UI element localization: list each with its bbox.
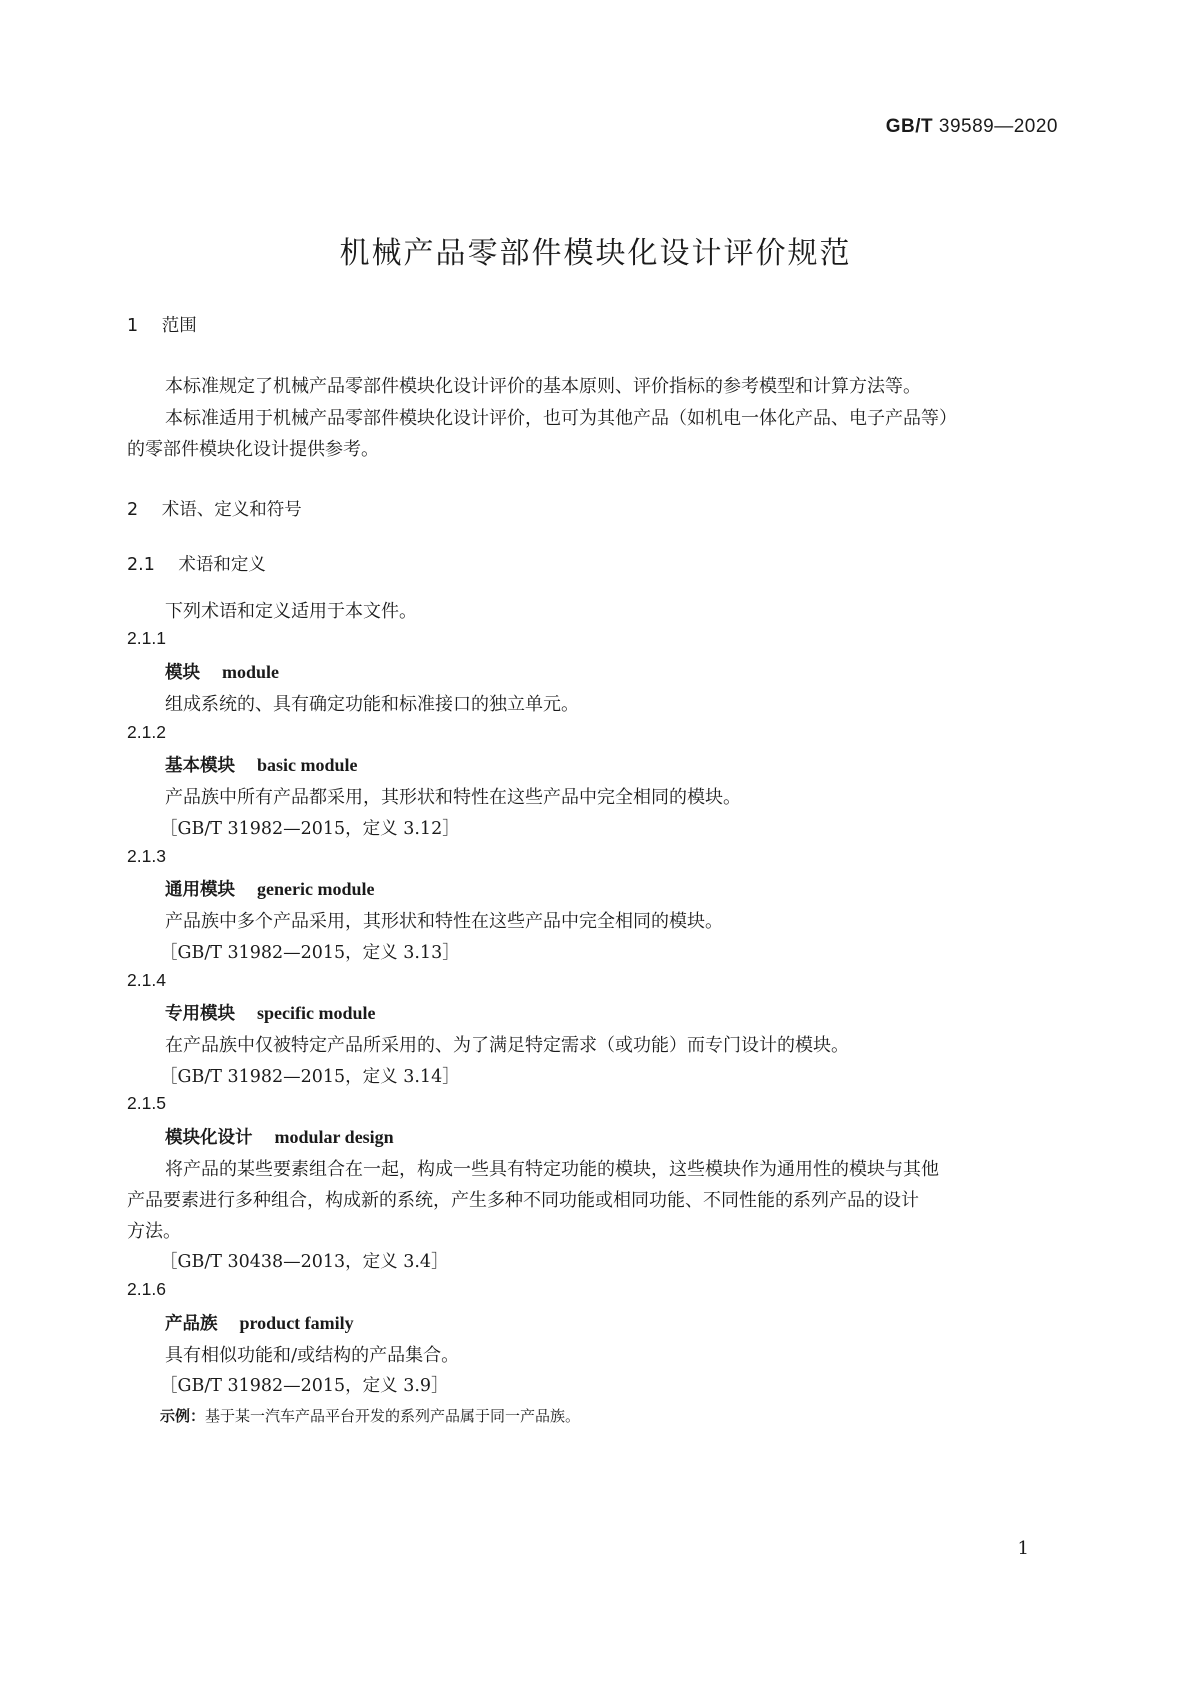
term-number: 2.1.2: [127, 722, 166, 742]
standard-prefix: GB/T: [885, 116, 934, 137]
term-zh: 基本模块: [165, 756, 235, 776]
term-number: 2.1.4: [127, 970, 166, 990]
term-en: modular design: [274, 1127, 394, 1147]
term-heading: [165, 1000, 376, 1025]
standard-code: [886, 116, 1058, 138]
term-source: ［GB/T 31982—2015，定义 3.9］: [160, 1376, 449, 1396]
term-definition: 具有相似功能和/或结构的产品集合。: [165, 1345, 460, 1366]
section-number: 1: [127, 316, 139, 336]
term-definition: 方法。: [127, 1221, 181, 1242]
term-heading: [165, 659, 279, 684]
term-definition: 产品要素进行多种组合，构成新的系统，产生多种不同功能或相同功能、不同性能的系列产品的设计: [127, 1190, 919, 1211]
term-source: ［GB/T 31982—2015，定义 3.14］: [160, 1067, 460, 1087]
paragraph: 下列术语和定义适用于本文件。: [165, 601, 417, 622]
term-number: 2.1.5: [127, 1093, 166, 1113]
term-heading: [165, 1310, 354, 1335]
term-source: ［GB/T 31982—2015，定义 3.13］: [160, 943, 460, 963]
section-number: 2: [127, 500, 139, 520]
term-heading: [165, 752, 358, 777]
term-zh: 专用模块: [165, 1004, 235, 1024]
term-definition: 产品族中多个产品采用，其形状和特性在这些产品中完全相同的模块。: [165, 911, 723, 932]
term-zh: 产品族: [165, 1314, 218, 1334]
paragraph: 本标准规定了机械产品零部件模块化设计评价的基本原则、评价指标的参考模型和计算方法等。: [165, 376, 921, 397]
term-heading: [165, 1124, 394, 1149]
section-title: 术语、定义和符号: [161, 500, 302, 520]
term-zh: 模块: [165, 663, 200, 683]
standard-number: 39589—2020: [938, 116, 1058, 137]
term-en: basic module: [257, 755, 358, 775]
term-example: [160, 1405, 580, 1426]
term-en: product family: [239, 1313, 354, 1333]
term-definition: 组成系统的、具有确定功能和标准接口的独立单元。: [165, 694, 579, 715]
term-en: generic module: [257, 879, 375, 899]
term-definition: 将产品的某些要素组合在一起，构成一些具有特定功能的模块，这些模块作为通用性的模块与其他: [165, 1159, 939, 1180]
subsection-title: 术语和定义: [178, 555, 266, 575]
paragraph: 的零部件模块化设计提供参考。: [127, 439, 379, 460]
subsection-number: 2.1: [127, 555, 155, 575]
term-zh: 通用模块: [165, 880, 235, 900]
term-source: ［GB/T 30438—2013，定义 3.4］: [160, 1252, 449, 1272]
section-title: 范围: [161, 316, 197, 336]
term-number: 2.1.1: [127, 628, 166, 648]
term-en: specific module: [257, 1003, 376, 1023]
term-definition: 产品族中所有产品都采用，其形状和特性在这些产品中完全相同的模块。: [165, 787, 741, 808]
paragraph: 本标准适用于机械产品零部件模块化设计评价，也可为其他产品（如机电一体化产品、电子产品等）: [165, 408, 957, 429]
term-zh: 模块化设计: [165, 1128, 253, 1148]
page-number: 1: [1017, 1538, 1029, 1559]
example-text: 基于某一汽车产品平台开发的系列产品属于同一产品族。: [205, 1407, 581, 1425]
example-label: 示例：: [160, 1407, 206, 1425]
document-title: 机械产品零部件模块化设计评价规范: [339, 236, 852, 271]
term-number: 2.1.6: [127, 1279, 166, 1299]
term-source: ［GB/T 31982—2015，定义 3.12］: [160, 819, 460, 839]
term-number: 2.1.3: [127, 846, 166, 866]
section-2-heading: [127, 496, 302, 521]
subsection-2-1-heading: [127, 551, 266, 576]
term-definition: 在产品族中仅被特定产品所采用的、为了满足特定需求（或功能）而专门设计的模块。: [165, 1035, 849, 1056]
section-1-heading: [127, 312, 197, 337]
term-en: module: [222, 662, 280, 682]
term-heading: [165, 876, 374, 901]
